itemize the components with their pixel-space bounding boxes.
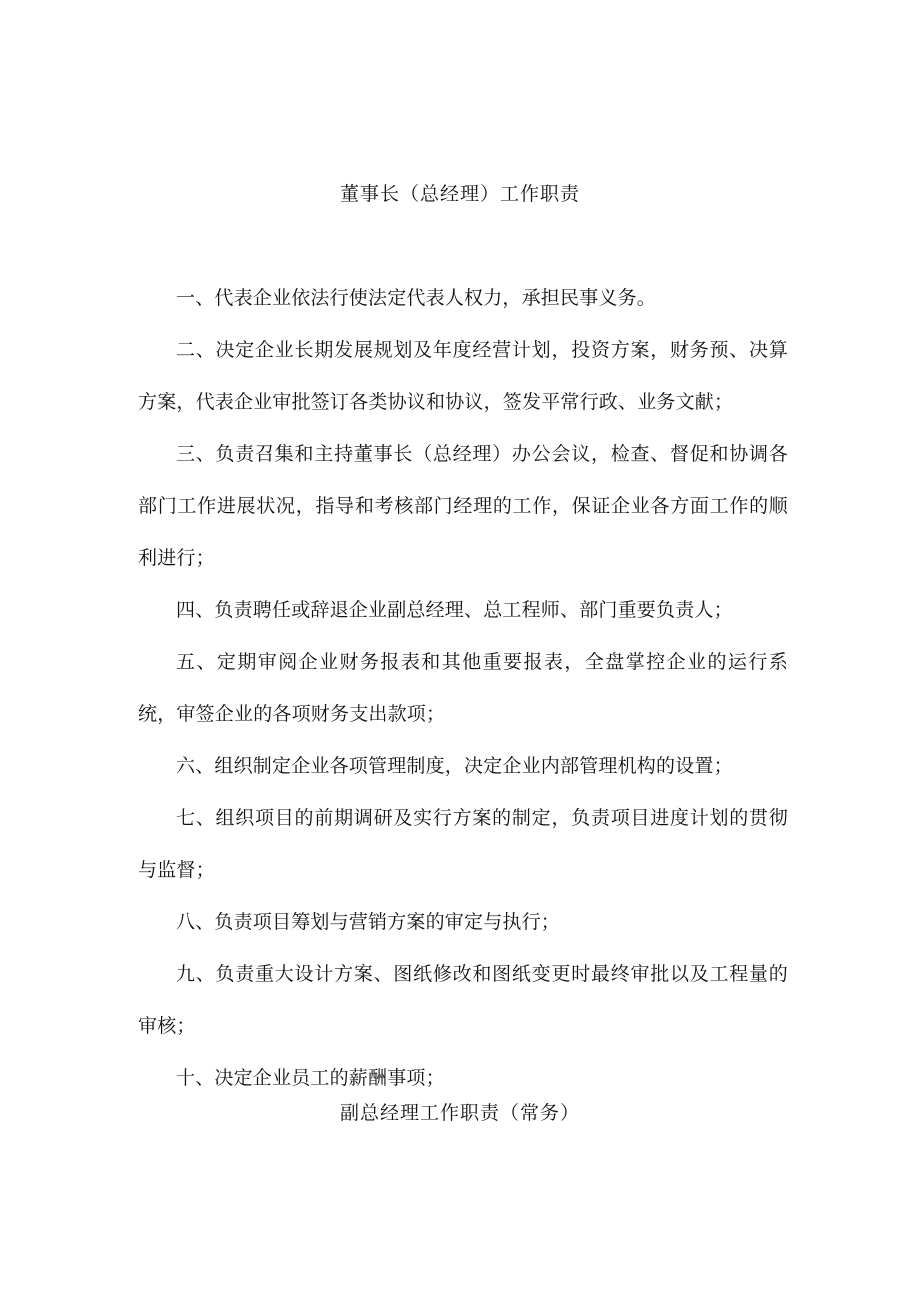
duty-item-7: 七、组织项目的前期调研及实行方案的制定，负责项目进度计划的贯彻与监督； bbox=[138, 807, 788, 881]
duty-item-3: 三、负责召集和主持董事长（总经理）办公会议，检查、督促和协调各部门工作进展状况，指导和考核部门经理的工作，保证企业各方面工作的顺利进行； bbox=[138, 443, 788, 569]
duty-item-5: 五、定期审阅企业财务报表和其他重要报表，全盘掌控企业的运行系统，审签企业的各项财务支出款项； bbox=[138, 651, 788, 725]
duty-list bbox=[138, 272, 788, 1104]
duty-item-10: 十、决定企业员工的薪酬事项； bbox=[176, 1067, 445, 1089]
duty-item-9: 九、负责重大设计方案、图纸修改和图纸变更时最终审批以及工程量的审核； bbox=[138, 963, 788, 1037]
duty-item-8: 八、负责项目筹划与营销方案的审定与执行； bbox=[176, 911, 561, 933]
duty-item-4: 四、负责聘任或辞退企业副总经理、总工程师、部门重要负责人； bbox=[176, 599, 733, 621]
duty-item-2: 二、决定企业长期发展规划及年度经营计划，投资方案，财务预、决算方案，代表企业审批签订各类协议和协议，签发平常行政、业务文献； bbox=[138, 339, 788, 413]
document-title: 董事长（总经理）工作职责 bbox=[339, 183, 580, 205]
section-title-deputy-gm: 副总经理工作职责（常务） bbox=[339, 1102, 580, 1124]
duty-item-1: 一、代表企业依法行使法定代表人权力，承担民事义务。 bbox=[176, 287, 657, 309]
duty-item-6: 六、组织制定企业各项管理制度，决定企业内部管理机构的设置； bbox=[176, 755, 733, 777]
